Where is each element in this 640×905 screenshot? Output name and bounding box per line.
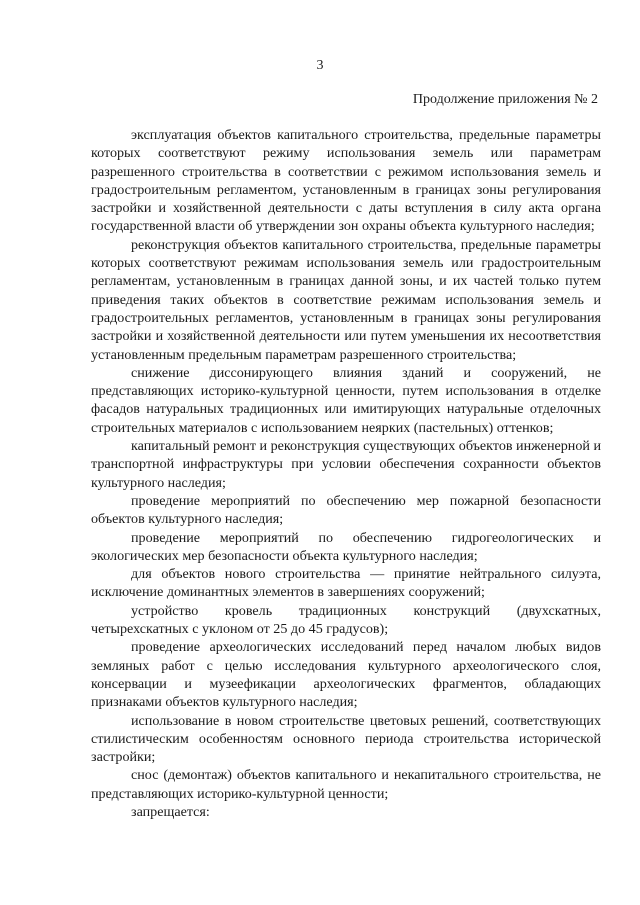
paragraph-hydrogeological-safety: проведение мероприятий по обеспечению гидрогеологических и экологических мер безопасности объекта культурного наследия;: [91, 529, 601, 564]
paragraph-infrastructure-repair: капитальный ремонт и реконструкция существующих объектов инженерной и транспортной инфраструктуры при условии обеспечения сохранности объектов культурного наследия;: [91, 438, 601, 491]
paragraph-archaeological-research: проведение археологических исследований перед началом любых видов земляных работ с целью исследования культурного археологического слоя, консервации и музеефикации археологических фрагментов, обладающих признаками объектов культурного наследия;: [91, 639, 601, 711]
paragraph-prohibited-heading: запрещается:: [131, 803, 210, 820]
paragraph-operation: эксплуатация объектов капитального строительства, предельные параметры которых соответствуют режиму использования земель или параметрам разрешенного строительства в соответствии с режимом использования земель и градостроительным регламентом, установленным в границах зоны регулирования застройки и хозяйственной деятельности с даты вступления в силу акта органа государственной власти об утверждении зон охраны объекта культурного наследия;: [91, 127, 601, 235]
paragraph-reconstruction: реконструкция объектов капитального строительства, предельные параметры которых соответствуют режимам использования земель или градостроительным регламентам, установленным в границах данной зоны, и их частей только путем приведения таких объектов в соответствие режимам использования земель и градостроительных регламентов, установленным в границах зоны регулирования застройки и хозяйственной деятельности или путем уменьшения их несоответствия установленным предельным параметрам разрешенного строительства;: [91, 236, 601, 363]
appendix-continuation-note: Продолжение приложения № 2: [412, 92, 598, 107]
paragraph-color-solutions: использование в новом строительстве цветовых решений, соответствующих стилистическим особенностям основного периода строительства исторической застройки;: [91, 712, 601, 766]
document-body: [91, 126, 601, 821]
paragraph-dissonance-reduction: снижение диссонирующего влияния зданий и сооружений, не представляющих историко-культурной ценности, путем использования в отделке фасадов натуральных традиционных или имитирующих натуральные отделочных строительных материалов с использованием неярких (пастельных) оттенков;: [91, 364, 601, 436]
paragraph-demolition: снос (демонтаж) объектов капитального и некапитального строительства, не представляющих историко-культурной ценности;: [91, 767, 601, 802]
page-number: 3: [316, 58, 324, 73]
paragraph-roof-construction: устройство кровель традиционных конструкций (двухскатных, четырехскатных с уклоном от 25 до 45 градусов);: [91, 602, 601, 638]
paragraph-new-construction-silhouette: для объектов нового строительства — принятие нейтрального силуэта, исключение доминантных элементов в завершениях сооружений;: [91, 566, 601, 601]
paragraph-fire-safety: проведение мероприятий по обеспечению мер пожарной безопасности объектов культурного наследия;: [91, 492, 601, 528]
